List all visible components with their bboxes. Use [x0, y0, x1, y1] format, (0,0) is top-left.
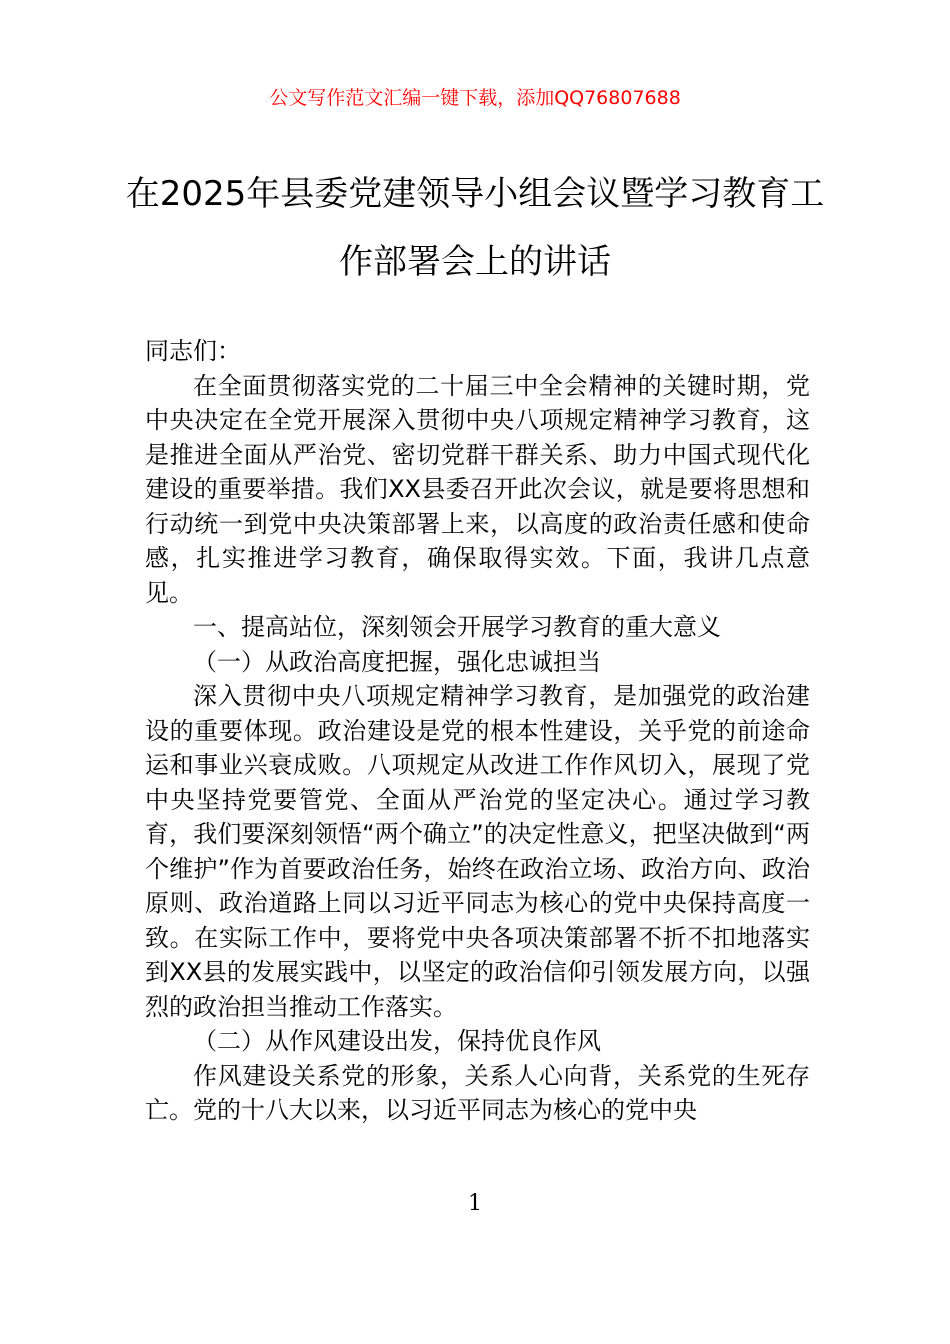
section-heading-1: 一、提高站位，深刻领会开展学习教育的重大意义 [193, 613, 721, 641]
paragraph-style: 作风建设关系党的形象，关系人心向背，关系党的生死存亡。党的十八大以来，以习近平同志为核心的党中央 [145, 1061, 810, 1124]
subsection-heading-2: （二）从作风建设出发，保持优良作风 [193, 1027, 601, 1055]
paragraph-intro: 在全面贯彻落实党的二十届三中全会精神的关键时期，党中央决定在全党开展深入贯彻中央八项规定精神学习教育，这是推进全面从严治党、密切党群干群关系、助力中国式现代化建设的重要举措。我们XX县委召开此次会议，就是要将思想和行动统一到党中央决策部署上来，以高度的政治责任感和使命感，扎实推进学习教育，确保取得实效。下面，我讲几点意见。 [145, 371, 810, 607]
page-number: 1 [468, 1191, 482, 1216]
document-body [145, 334, 810, 1128]
paragraph-political: 深入贯彻中央八项规定精神学习教育，是加强党的政治建设的重要体现。政治建设是党的根本性建设，关乎党的前途命运和事业兴衰成败。八项规定从改进工作作风切入，展现了党中央坚持党要管党、全面从严治党的坚定决心。通过学习教育，我们要深刻领悟“两个确立”的决定性意义，把坚决做到“两个维护”作为首要政治任务，始终在政治立场、政治方向、政治原则、政治道路上同以习近平同志为核心的党中央保持高度一致。在实际工作中，要将党中央各项决策部署不折不扣地落实到XX县的发展实践中，以坚定的政治信仰引领发展方向，以强烈的政治担当推动工作落实。 [145, 682, 810, 1021]
download-banner: 公文写作范文汇编一键下载，添加QQ76807688 [269, 87, 681, 109]
subsection-heading-1: （一）从政治高度把握，强化忠诚担当 [193, 647, 601, 676]
salutation: 同志们： [145, 337, 241, 365]
document-title: 在2025年县委党建领导小组会议暨学习教育工作部署会上的讲话 [125, 174, 825, 282]
